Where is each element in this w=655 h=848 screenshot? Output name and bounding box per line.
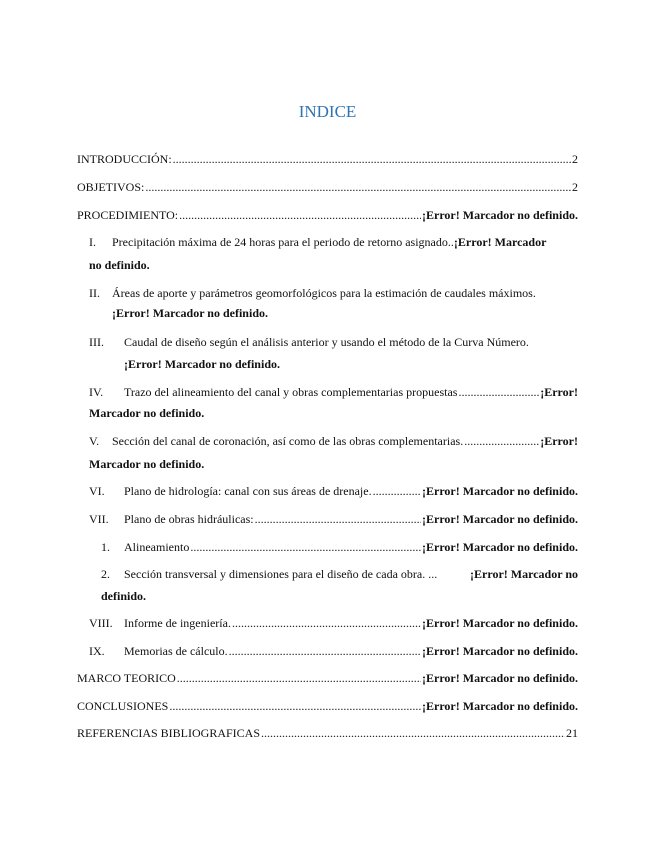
page-title: INDICE xyxy=(298,102,357,121)
leader-dots xyxy=(190,539,421,555)
toc-entry-procedimiento[interactable]: PROCEDIMIENTO: ..... ¡Error! Marcador no definido. xyxy=(77,207,578,223)
error-reference: ¡Error! Marcador no definido. xyxy=(422,208,578,222)
leader-dots xyxy=(373,483,421,499)
toc-entry-item-5[interactable]: V. Sección del canal de coronación, así como de las obras complementarias. ..... ¡Error! xyxy=(89,433,578,449)
item-number: III. xyxy=(89,335,104,349)
leader-dots xyxy=(177,670,421,686)
toc-entry-item-7[interactable]: VII. Plano de obras hidráulicas: ..... ¡Error! Marcador no definido. xyxy=(89,511,578,527)
leader-dots xyxy=(255,511,421,527)
error-reference: ¡Error! xyxy=(540,434,578,448)
error-reference: ¡Error! Marcador no definido. xyxy=(422,616,578,630)
error-reference: ¡Error! Marcador no definido. xyxy=(112,306,268,320)
error-reference: ¡Error! Marcador no definido. xyxy=(422,699,578,713)
item-number: VI. xyxy=(89,484,105,498)
item-number: 2. xyxy=(101,567,110,581)
toc-entry-item-1-continued: no definido. xyxy=(89,258,150,272)
toc-entry-item-1[interactable]: I. Precipitación máxima de 24 horas para el periodo de retorno asignado.. ¡Error! Marcador xyxy=(89,235,547,249)
item-number: II. xyxy=(89,286,100,300)
error-reference: ¡Error! Marcador no definido. xyxy=(422,540,578,554)
error-reference: ¡Error! Marcador xyxy=(453,235,547,249)
leader-dots xyxy=(169,698,421,714)
toc-entry-item-7-1[interactable]: 1. Alineamiento ..... ¡Error! Marcador no definido. xyxy=(101,539,578,555)
toc-entry-item-2[interactable]: II. Áreas de aporte y parámetros geomorfológicos para la estimación de caudales máximos. xyxy=(89,286,536,300)
error-reference: ¡Error! Marcador no xyxy=(470,567,578,581)
error-reference: ¡Error! Marcador no definido. xyxy=(422,671,578,685)
toc-entry-item-4-continued: Marcador no definido. xyxy=(89,406,205,420)
toc-entry-marco-teorico[interactable]: MARCO TEORICO ..... ¡Error! Marcador no definido. xyxy=(77,670,578,686)
toc-entry-introduccion[interactable]: INTRODUCCIÓN: ..... 2 xyxy=(77,151,578,167)
leader-dots xyxy=(229,643,421,659)
toc-entry-item-6[interactable]: VI. Plano de hidrología: canal con sus áreas de drenaje. ..... ¡Error! Marcador no definido. xyxy=(89,483,578,499)
toc-entry-referencias[interactable]: REFERENCIAS BIBLIOGRAFICAS ..... 21 xyxy=(77,725,578,741)
toc-entry-item-7-2[interactable]: 2. Sección transversal y dimensiones para el diseño de cada obra. ... ¡Error! Marcador no xyxy=(101,567,578,581)
item-number: I. xyxy=(89,235,96,249)
error-reference: ¡Error! Marcador no definido. xyxy=(422,512,578,526)
item-number: V. xyxy=(89,434,100,448)
toc-entry-objetivos[interactable]: OBJETIVOS: ..... 2 xyxy=(77,179,578,195)
toc-entry-item-8[interactable]: VIII. Informe de ingeniería. ..... ¡Error! Marcador no definido. xyxy=(89,615,578,631)
toc-entry-conclusiones[interactable]: CONCLUSIONES ..... ¡Error! Marcador no definido. xyxy=(77,698,578,714)
toc-entry-item-3[interactable]: III. Caudal de diseño según el análisis anterior y usando el método de la Curva Número. xyxy=(89,335,529,349)
toc-entry-item-5-continued: Marcador no definido. xyxy=(89,457,205,471)
item-number: IV. xyxy=(89,385,104,399)
leader-dots xyxy=(458,384,539,400)
page-number: 21 xyxy=(566,726,578,740)
page-number: 2 xyxy=(572,180,578,194)
page-number: 2 xyxy=(572,152,578,166)
toc-entry-item-4[interactable]: IV. Trazo del alineamiento del canal y obras complementarias propuestas ..... ¡Error! xyxy=(89,384,578,400)
leader-dots xyxy=(261,725,565,741)
error-reference: ¡Error! Marcador no definido. xyxy=(422,484,578,498)
toc-entry-item-7-2-continued: definido. xyxy=(101,589,147,603)
leader-dots xyxy=(464,433,539,449)
error-reference: ¡Error! Marcador no definido. xyxy=(422,644,578,658)
item-number: 1. xyxy=(101,540,110,554)
toc-entry-item-9[interactable]: IX. Memorias de cálculo. ..... ¡Error! Marcador no definido. xyxy=(89,643,578,659)
error-reference: ¡Error! xyxy=(540,385,578,399)
item-number: VIII. xyxy=(89,616,113,630)
error-reference: ¡Error! Marcador no definido. xyxy=(124,357,280,371)
leader-dots xyxy=(145,179,571,195)
leader-dots xyxy=(173,151,571,167)
leader-dots xyxy=(179,207,421,223)
item-number: VII. xyxy=(89,512,109,526)
item-number: IX. xyxy=(89,644,105,658)
leader-dots xyxy=(232,615,421,631)
